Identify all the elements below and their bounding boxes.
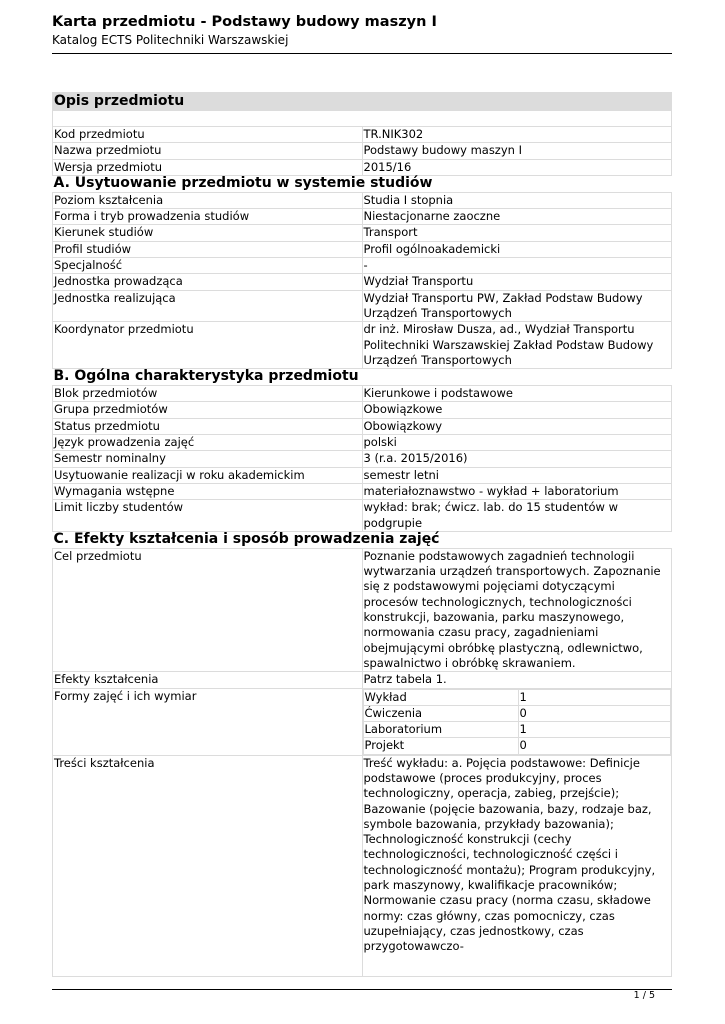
row-value: 3 (r.a. 2015/2016) xyxy=(362,451,672,467)
section-b-header xyxy=(53,369,672,386)
table-row xyxy=(53,322,672,369)
table-row xyxy=(53,274,672,290)
row-label: Nazwa przedmiotu xyxy=(53,143,363,159)
row-value: polski xyxy=(362,435,672,451)
table-row xyxy=(53,672,672,688)
row-value: dr inż. Mirosław Dusza, ad., Wydział Transportu Politechniki Warszawskiej Zakład Podstaw Budowy Urządzeń Transportowych xyxy=(362,322,672,369)
table-row xyxy=(53,500,672,532)
row-label: Limit liczby studentów xyxy=(53,500,363,532)
section-a-header xyxy=(53,175,672,192)
course-description-table xyxy=(52,92,672,977)
table-row xyxy=(53,159,672,175)
form-name: Ćwiczenia xyxy=(363,705,518,721)
row-label: Semestr nominalny xyxy=(53,451,363,467)
row-value: Podstawy budowy maszyn I xyxy=(362,143,672,159)
table-row xyxy=(53,755,672,976)
page-number: 1 / 5 xyxy=(633,990,655,1001)
row-label: Profil studiów xyxy=(53,241,363,257)
row-label: Usytuowanie realizacji w roku akademickim xyxy=(53,467,363,483)
table-row xyxy=(53,402,672,418)
section-b-title: B. Ogólna charakterystyka przedmiotu xyxy=(53,369,672,386)
forms-table xyxy=(363,689,672,755)
row-value: Profil ogólnoakademicki xyxy=(362,241,672,257)
row-label: Status przedmiotu xyxy=(53,418,363,434)
row-label: Efekty kształcenia xyxy=(53,672,363,688)
forms-row xyxy=(363,722,671,738)
row-label: Treści kształcenia xyxy=(53,755,363,976)
table-row xyxy=(53,435,672,451)
table-row xyxy=(53,548,672,671)
row-value: - xyxy=(362,258,672,274)
row-value: Obowiązkowe xyxy=(362,402,672,418)
row-label: Jednostka realizująca xyxy=(53,290,363,322)
table-row xyxy=(53,192,672,208)
row-value: semestr letni xyxy=(362,467,672,483)
row-value: TR.NIK302 xyxy=(362,127,672,143)
row-value: Studia I stopnia xyxy=(362,192,672,208)
form-name: Projekt xyxy=(363,738,518,754)
row-value: 2015/16 xyxy=(362,159,672,175)
row-label: Poziom kształcenia xyxy=(53,192,363,208)
row-value: Wydział Transportu PW, Zakład Podstaw Budowy Urządzeń Transportowych xyxy=(362,290,672,322)
table-row xyxy=(53,483,672,499)
form-hours: 0 xyxy=(518,738,671,754)
form-hours: 0 xyxy=(518,705,671,721)
row-label: Wersja przedmiotu xyxy=(53,159,363,175)
table-row xyxy=(53,143,672,159)
table-row xyxy=(53,209,672,225)
section-c-title: C. Efekty kształcenia i sposób prowadzenia zajęć xyxy=(53,531,672,548)
row-label: Grupa przedmiotów xyxy=(53,402,363,418)
row-label: Jednostka prowadząca xyxy=(53,274,363,290)
form-name: Wykład xyxy=(363,689,518,705)
row-label: Specjalność xyxy=(53,258,363,274)
row-value: Wydział Transportu xyxy=(362,274,672,290)
table-row xyxy=(53,225,672,241)
row-value: Obowiązkowy xyxy=(362,418,672,434)
table-row xyxy=(53,451,672,467)
forms-cell xyxy=(362,688,672,755)
form-hours: 1 xyxy=(518,689,671,705)
forms-row xyxy=(363,705,671,721)
table-row xyxy=(53,241,672,257)
row-label: Blok przedmiotów xyxy=(53,386,363,402)
opis-heading: Opis przedmiotu xyxy=(53,93,672,111)
row-label: Kod przedmiotu xyxy=(53,127,363,143)
row-label: Język prowadzenia zajęć xyxy=(53,435,363,451)
row-value: Transport xyxy=(362,225,672,241)
form-name: Laboratorium xyxy=(363,722,518,738)
document-title: Karta przedmiotu - Podstawy budowy maszyn I xyxy=(52,14,437,30)
row-value: Patrz tabela 1. xyxy=(362,672,672,688)
row-label: Koordynator przedmiotu xyxy=(53,322,363,369)
section-c-header xyxy=(53,531,672,548)
row-value: materiałoznawstwo - wykład + laboratorium xyxy=(362,483,672,499)
table-row xyxy=(53,467,672,483)
table-row xyxy=(53,258,672,274)
row-value: Kierunkowe i podstawowe xyxy=(362,386,672,402)
row-value: wykład: brak; ćwicz. lab. do 15 studentów w podgrupie xyxy=(362,500,672,532)
row-label: Wymagania wstępne xyxy=(53,483,363,499)
row-label: Cel przedmiotu xyxy=(53,548,363,671)
section-a-title: A. Usytuowanie przedmiotu w systemie studiów xyxy=(53,175,672,192)
course-card-content xyxy=(52,92,672,954)
table-row xyxy=(53,688,672,755)
table-row xyxy=(53,127,672,143)
row-label: Forma i tryb prowadzenia studiów xyxy=(53,209,363,225)
forms-row xyxy=(363,738,671,754)
table-row xyxy=(53,418,672,434)
header-divider xyxy=(52,53,672,54)
forms-row xyxy=(363,689,671,705)
footer-divider xyxy=(52,989,672,990)
row-value: Treść wykładu: a. Pojęcia podstawowe: Definicje podstawowe (proces produkcyjny, proces technologiczny, operacja, zabieg, przejście); Bazowanie (pojęcie bazowania, bazy, rodzaje baz, symbole bazowania, przykłady bazowania); Technologiczność konstrukcji (cechy technologiczności, technologiczność części i technologiczność montażu); Program produkcyjny, park maszynowy, kwalifikacje pracowników; Normowanie czasu pracy (norma czasu, składowe normy: czas główny, czas pomocniczy, czas uzupełniający, czas jednostkowy, czas przygotowawczo- xyxy=(362,755,672,976)
table-row xyxy=(53,290,672,322)
row-label: Kierunek studiów xyxy=(53,225,363,241)
form-hours: 1 xyxy=(518,722,671,738)
opis-header-row xyxy=(53,93,672,111)
row-value: Niestacjonarne zaoczne xyxy=(362,209,672,225)
table-row xyxy=(53,386,672,402)
row-label: Formy zajęć i ich wymiar xyxy=(53,688,363,755)
spacer-row xyxy=(53,111,672,127)
document-subtitle: Katalog ECTS Politechniki Warszawskiej xyxy=(52,33,289,47)
row-value: Poznanie podstawowych zagadnień technologii wytwarzania urządzeń transportowych. Zapoznanie się z podstawowymi pojęciami dotyczącymi procesów technologicznych, technologiczności konstrukcji, bazowania, parku maszynowego, normowania czasu pracy, zagadnieniami obejmującymi obróbkę plastyczną, odlewnictwo, spawalnictwo i obróbkę skrawaniem. xyxy=(362,548,672,671)
